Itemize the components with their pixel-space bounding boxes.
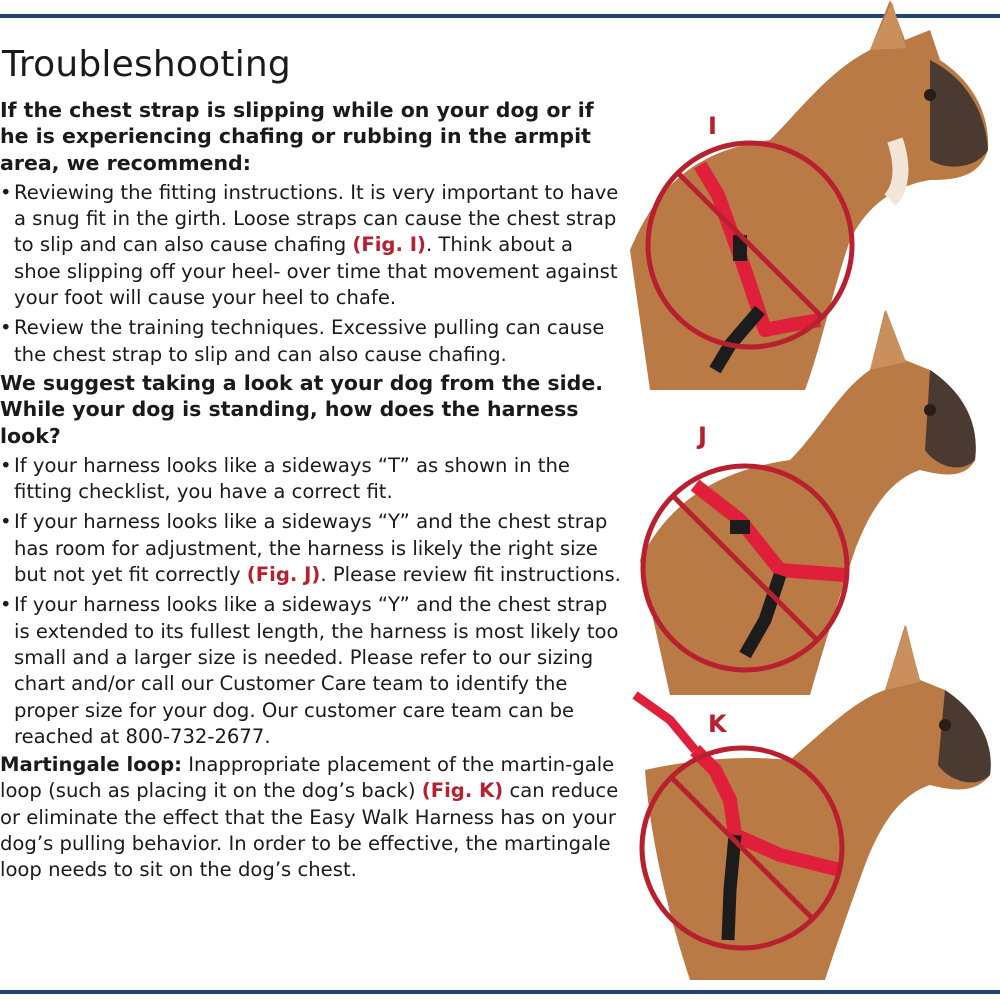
list-item: • If your harness looks like a sideways “T” as shown in the fitting checklist, you have a correct fit. bbox=[0, 453, 570, 504]
figure-label-k: K bbox=[708, 710, 727, 738]
dog-eye bbox=[939, 719, 951, 731]
harness-buckle bbox=[730, 520, 750, 534]
dog-ear bbox=[870, 310, 906, 370]
dog-muzzle bbox=[925, 370, 976, 467]
fig-ref-k: (Fig. K) bbox=[421, 779, 504, 803]
martingale-paragraph: Martingale loop: Inappropriate placement of the martin-gale loop (such as placing it on the dog’s back) (Fig. K) can reduce or eliminate the effect that the Easy Walk Harness has on your dog’s pulling behavior. In order to be effective, the martingale loop needs to sit on the dog’s chest. bbox=[0, 753, 619, 882]
page-title: Troubleshooting bbox=[2, 44, 291, 85]
dog-harness-illustration-k bbox=[630, 620, 1000, 985]
list-item: • Reviewing the fitting instructions. It is very important to have a snug fit in the girth. Loose straps can cause the chest strap to slip and can also cause chafing (Fig. I). Think about a shoe slipping off your heel- over time that movement against your foot will cause your heel to chafe. bbox=[0, 180, 619, 310]
section1-lead: If the chest strap is slipping while on your dog or if he is experiencing chafing or rubbing in the armpit area, we recommend: bbox=[0, 98, 594, 175]
dog-eye bbox=[924, 404, 936, 416]
bullet-icon: • bbox=[0, 593, 12, 617]
figure-label-j: J bbox=[698, 422, 707, 450]
figure-k bbox=[630, 620, 1000, 985]
bullet-icon: • bbox=[0, 180, 12, 204]
harness-black-strap bbox=[728, 835, 735, 940]
figure-label-i: I bbox=[708, 112, 717, 140]
bullet-icon: • bbox=[0, 453, 12, 477]
list-item: • Review the training techniques. Excessive pulling can cause the chest strap to slip and can also cause chafing. bbox=[0, 316, 605, 366]
fig-ref-j: (Fig. J) bbox=[246, 563, 321, 587]
bullet-icon: • bbox=[0, 316, 12, 340]
section2-lead: We suggest taking a look at your dog from the side. While your dog is standing, how does the harness look? bbox=[0, 370, 604, 448]
dog-eye bbox=[924, 89, 936, 101]
section2-list bbox=[0, 453, 625, 750]
martingale-label: Martingale loop: bbox=[0, 753, 182, 777]
text-column bbox=[0, 97, 625, 884]
bullet-icon: • bbox=[0, 510, 12, 534]
dog-muzzle bbox=[938, 690, 991, 782]
bottom-rule bbox=[0, 990, 1000, 994]
fig-ref-i: (Fig. I) bbox=[352, 233, 426, 257]
list-item: • If your harness looks like a sideways “Y” and the chest strap has room for adjustment, the harness is likely the right size but not yet fit correctly (Fig. J). Please review fit instructions. bbox=[0, 510, 621, 587]
leash bbox=[635, 695, 695, 750]
list-item: • If your harness looks like a sideways “Y” and the chest strap is extended to its fullest length, the harness is most likely too small and a larger size is needed. Please refer to our sizing chart and/or call our Customer Care team to identify the proper size for your dog. Our customer care team can be reached at 800-732-2677. bbox=[0, 593, 619, 748]
section1-list bbox=[0, 180, 625, 368]
